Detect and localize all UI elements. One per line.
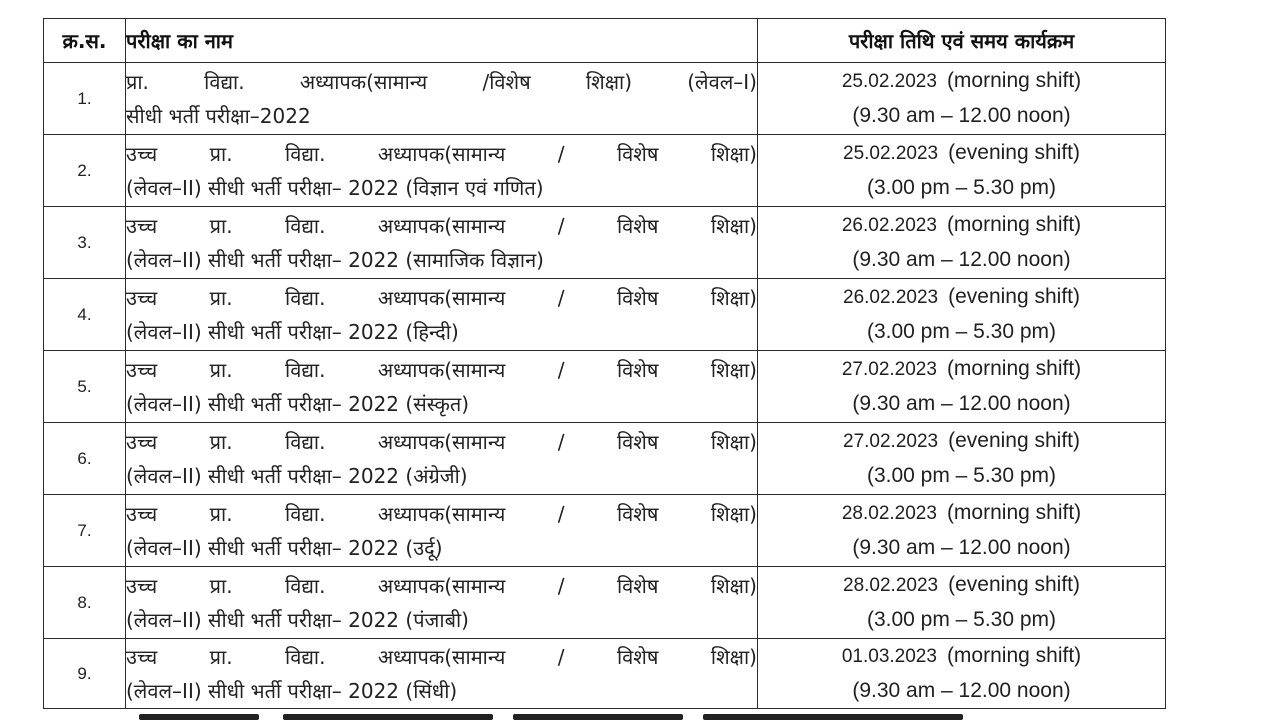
exam-time: (3.00 pm – 5.30 pm) [866, 320, 1057, 343]
row-exam-name [126, 639, 758, 709]
row-serial-number: 1. [44, 63, 126, 135]
row-exam-schedule [758, 423, 1166, 495]
exam-time: (9.30 am – 12.00 noon) [852, 248, 1071, 271]
exam-date: 27.02.2023 [843, 431, 939, 452]
exam-date-shift [758, 136, 1165, 171]
row-serial-number: 2. [44, 135, 126, 207]
row-exam-name [126, 351, 758, 423]
cut-off-text-line [43, 712, 1165, 720]
exam-shift: (morning shift) [946, 213, 1082, 236]
row-exam-schedule [758, 351, 1166, 423]
exam-date-shift [758, 639, 1165, 674]
exam-time: (3.00 pm – 5.30 pm) [866, 608, 1057, 631]
row-exam-schedule [758, 135, 1166, 207]
exam-date-shift [758, 352, 1165, 387]
exam-name-line-1: उच्च प्रा. विद्या. अध्यापक(सामान्य / विशेष शिक्षा) [126, 501, 757, 526]
exam-name-line-2: (लेवल–II) सीधी भर्ती परीक्षा– 2022 (संस्कृत) [126, 391, 470, 416]
exam-shift: (evening shift) [948, 573, 1080, 596]
exam-name-line-1: उच्च प्रा. विद्या. अध्यापक(सामान्य / विशेष शिक्षा) [126, 141, 757, 166]
row-exam-schedule [758, 279, 1166, 351]
exam-name-line-2: (लेवल–II) सीधी भर्ती परीक्षा– 2022 (हिन्दी) [126, 319, 459, 344]
exam-date: 28.02.2023 [841, 503, 937, 524]
table-body [44, 63, 1166, 709]
exam-date-shift [758, 208, 1165, 243]
exam-date: 28.02.2023 [843, 575, 939, 596]
row-serial-number: 3. [44, 207, 126, 279]
row-serial-number: 8. [44, 567, 126, 639]
exam-name-line-1: उच्च प्रा. विद्या. अध्यापक(सामान्य / विशेष शिक्षा) [126, 644, 757, 669]
row-exam-name [126, 135, 758, 207]
exam-date: 27.02.2023 [841, 359, 937, 380]
header-row [44, 19, 1166, 63]
exam-name-line-2: (लेवल–II) सीधी भर्ती परीक्षा– 2022 (उर्दू) [126, 535, 443, 560]
row-exam-name [126, 567, 758, 639]
exam-time: (9.30 am – 12.00 noon) [852, 536, 1071, 559]
exam-name-line-1: उच्च प्रा. विद्या. अध्यापक(सामान्य / विशेष शिक्षा) [126, 429, 757, 454]
exam-name-line-1: उच्च प्रा. विद्या. अध्यापक(सामान्य / विशेष शिक्षा) [126, 357, 757, 382]
exam-shift: (evening shift) [948, 141, 1080, 164]
exam-date: 26.02.2023 [841, 215, 937, 236]
table-row [44, 207, 1166, 279]
exam-shift: (morning shift) [946, 69, 1082, 92]
row-exam-name [126, 423, 758, 495]
exam-date: 25.02.2023 [841, 71, 937, 92]
table-row [44, 279, 1166, 351]
exam-shift: (morning shift) [946, 644, 1082, 667]
exam-name-line-2: (लेवल–II) सीधी भर्ती परीक्षा– 2022 (अंग्रेजी) [126, 463, 468, 488]
table-row [44, 495, 1166, 567]
exam-name-line-2: (लेवल–II) सीधी भर्ती परीक्षा– 2022 (पंजाबी) [126, 607, 469, 632]
row-exam-schedule [758, 567, 1166, 639]
exam-date: 26.02.2023 [843, 287, 939, 308]
exam-shift: (evening shift) [948, 285, 1080, 308]
exam-shift: (evening shift) [948, 429, 1080, 452]
row-exam-name [126, 495, 758, 567]
table-row [44, 63, 1166, 135]
exam-time: (9.30 am – 12.00 noon) [852, 392, 1071, 415]
exam-name-line-2: सीधी भर्ती परीक्षा–2022 [126, 103, 311, 128]
exam-time: (3.00 pm – 5.30 pm) [866, 464, 1057, 487]
table-row [44, 135, 1166, 207]
row-exam-schedule [758, 639, 1166, 709]
row-serial-number: 5. [44, 351, 126, 423]
table-row [44, 567, 1166, 639]
exam-name-line-2: (लेवल–II) सीधी भर्ती परीक्षा– 2022 (सिंधी) [126, 678, 458, 703]
row-exam-schedule [758, 63, 1166, 135]
exam-shift: (morning shift) [946, 501, 1082, 524]
exam-name-line-1: उच्च प्रा. विद्या. अध्यापक(सामान्य / विशेष शिक्षा) [126, 285, 757, 310]
row-exam-name [126, 207, 758, 279]
exam-time: (3.00 pm – 5.30 pm) [866, 176, 1057, 199]
exam-date-shift [758, 64, 1165, 99]
row-serial-number: 4. [44, 279, 126, 351]
row-exam-name [126, 63, 758, 135]
exam-name-line-2: (लेवल–II) सीधी भर्ती परीक्षा– 2022 (सामाजिक विज्ञान) [126, 247, 544, 272]
row-exam-schedule [758, 207, 1166, 279]
exam-name-line-1: उच्च प्रा. विद्या. अध्यापक(सामान्य / विशेष शिक्षा) [126, 213, 757, 238]
table-row [44, 423, 1166, 495]
row-serial-number: 6. [44, 423, 126, 495]
exam-date-shift [758, 568, 1165, 603]
row-exam-name [126, 279, 758, 351]
exam-shift: (morning shift) [946, 357, 1082, 380]
exam-date-shift [758, 496, 1165, 531]
exam-date: 01.03.2023 [841, 646, 937, 667]
exam-schedule-table [43, 18, 1166, 709]
header-exam-schedule: परीक्षा तिथि एवं समय कार्यक्रम [758, 19, 1166, 63]
table-row [44, 639, 1166, 709]
exam-time: (9.30 am – 12.00 noon) [852, 679, 1071, 702]
table-row [44, 351, 1166, 423]
row-serial-number: 9. [44, 639, 126, 709]
exam-date: 25.02.2023 [843, 143, 939, 164]
header-serial-number: क्र.स. [44, 19, 126, 63]
exam-name-line-1: उच्च प्रा. विद्या. अध्यापक(सामान्य / विशेष शिक्षा) [126, 573, 757, 598]
table-header [44, 19, 1166, 63]
row-exam-schedule [758, 495, 1166, 567]
exam-time: (9.30 am – 12.00 noon) [852, 104, 1071, 127]
row-serial-number: 7. [44, 495, 126, 567]
exam-name-line-2: (लेवल–II) सीधी भर्ती परीक्षा– 2022 (विज्ञान एवं गणित) [126, 175, 544, 200]
exam-name-line-1: प्रा. विद्या. अध्यापक(सामान्य /विशेष शिक्षा) (लेवल–I) [126, 69, 757, 94]
exam-date-shift [758, 424, 1165, 459]
exam-date-shift [758, 280, 1165, 315]
header-exam-name: परीक्षा का नाम [126, 19, 758, 63]
